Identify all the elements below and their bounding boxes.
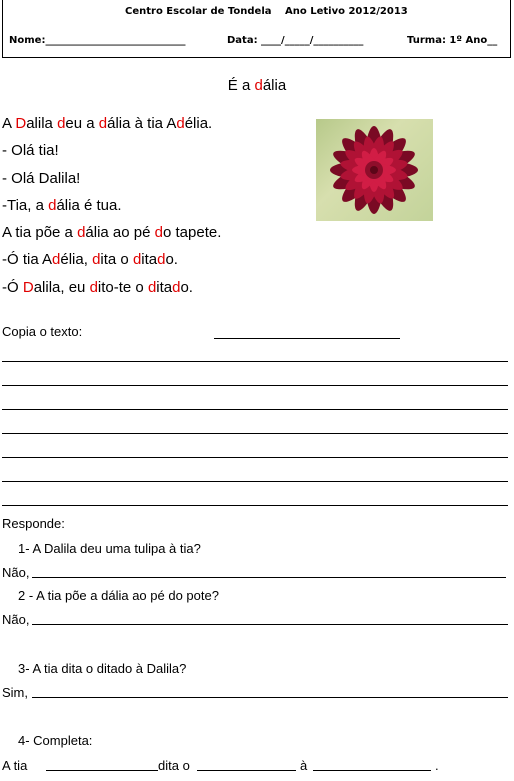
writing-line[interactable] — [2, 433, 508, 434]
highlighted-letter: d — [98, 115, 108, 132]
text-segment: -Tia, a — [2, 196, 49, 214]
answer-1-prefix: Não, — [2, 565, 30, 580]
highlighted-letter: d — [147, 278, 157, 296]
page-title — [0, 77, 514, 94]
text-segment: élia, — [60, 251, 93, 269]
text-segment: ália é tua. — [56, 196, 122, 214]
text-segment: alila — [26, 115, 58, 132]
text-segment: - Olá tia! — [2, 142, 59, 160]
highlighted-letter: d — [48, 196, 57, 214]
question-3: 3- A tia dita o ditado à Dalila? — [18, 661, 187, 676]
name-field[interactable]: Nome:____________________________ — [9, 35, 186, 46]
fill-part-2: dita o — [158, 758, 190, 773]
writing-line[interactable] — [2, 361, 508, 362]
text-segment: ália à tia A — [107, 115, 177, 132]
writing-line[interactable] — [2, 457, 508, 458]
highlighted-letter: D — [22, 278, 34, 296]
dahlia-image — [316, 119, 433, 221]
class-field[interactable]: Turma: 1º Ano__ — [407, 35, 498, 46]
school-year: Ano Letivo 2012/2013 — [285, 6, 408, 17]
fill-part-4: . — [435, 758, 439, 773]
answer-2-prefix: Não, — [2, 612, 30, 627]
highlighted-letter: d — [92, 251, 101, 269]
copy-title-line[interactable] — [214, 338, 400, 339]
writing-line[interactable] — [2, 409, 508, 410]
text-segment: élia. — [184, 115, 213, 132]
highlighted-letter: d — [172, 278, 181, 296]
text-segment: ita — [141, 251, 158, 269]
story-line — [2, 141, 221, 168]
fill-blank-2[interactable] — [197, 770, 296, 771]
answer-2-line[interactable] — [32, 624, 508, 625]
worksheet-header — [2, 0, 511, 58]
text-segment: ita o — [100, 251, 133, 269]
text-segment: ália ao pé — [85, 224, 155, 242]
fill-part-1: A tia — [2, 758, 28, 773]
story-line — [2, 250, 221, 277]
text-segment: A tia põe a — [2, 224, 78, 242]
question-1: 1- A Dalila deu uma tulipa à tia? — [18, 541, 201, 556]
text-segment: - Olá Dalila! — [2, 169, 81, 187]
highlighted-letter: d — [52, 251, 61, 269]
writing-line[interactable] — [2, 385, 508, 386]
school-name: Centro Escolar de Tondela — [125, 6, 272, 17]
text-segment: ita — [156, 278, 173, 296]
story-line — [2, 169, 221, 196]
text-segment: alila, eu — [33, 278, 90, 296]
answer-label: Responde: — [2, 516, 65, 531]
question-2: 2 - A tia põe a dália ao pé do pote? — [18, 588, 219, 603]
highlighted-letter: d — [57, 115, 66, 132]
answer-3-line[interactable] — [32, 697, 508, 698]
writing-line[interactable] — [2, 505, 508, 506]
fill-blank-1[interactable] — [46, 770, 158, 771]
highlighted-letter: d — [77, 224, 86, 242]
question-4: 4- Completa: — [18, 733, 93, 748]
fill-blank-3[interactable] — [313, 770, 431, 771]
story-line — [2, 196, 221, 223]
text-segment: É a — [227, 77, 255, 94]
highlighted-letter: d — [132, 251, 142, 269]
text-segment: ália — [262, 77, 287, 94]
text-segment: o tapete. — [162, 224, 222, 242]
fill-part-3: à — [300, 758, 308, 773]
answer-1-line[interactable] — [32, 577, 506, 578]
story-line — [2, 223, 221, 250]
highlighted-letter: d — [89, 278, 98, 296]
highlighted-letter: d — [176, 115, 185, 132]
date-field[interactable]: Data: ____/_____/__________ — [227, 35, 364, 46]
story-line — [2, 278, 221, 305]
text-segment: -Ó tia A — [2, 251, 53, 269]
text-segment: ito-te o — [97, 278, 148, 296]
text-segment: -Ó — [2, 278, 23, 296]
highlighted-letter: D — [15, 115, 27, 132]
answer-3-prefix: Sim, — [2, 685, 28, 700]
highlighted-letter: d — [154, 224, 163, 242]
text-segment: eu a — [65, 115, 99, 132]
text-segment: o. — [165, 251, 178, 269]
text-segment: o. — [180, 278, 193, 296]
story-line — [2, 114, 221, 141]
copy-label: Copia o texto: — [2, 324, 83, 339]
highlighted-letter: d — [254, 77, 263, 94]
story-text — [2, 114, 221, 305]
highlighted-letter: d — [157, 251, 166, 269]
writing-line[interactable] — [2, 481, 508, 482]
text-segment: A — [2, 115, 16, 132]
